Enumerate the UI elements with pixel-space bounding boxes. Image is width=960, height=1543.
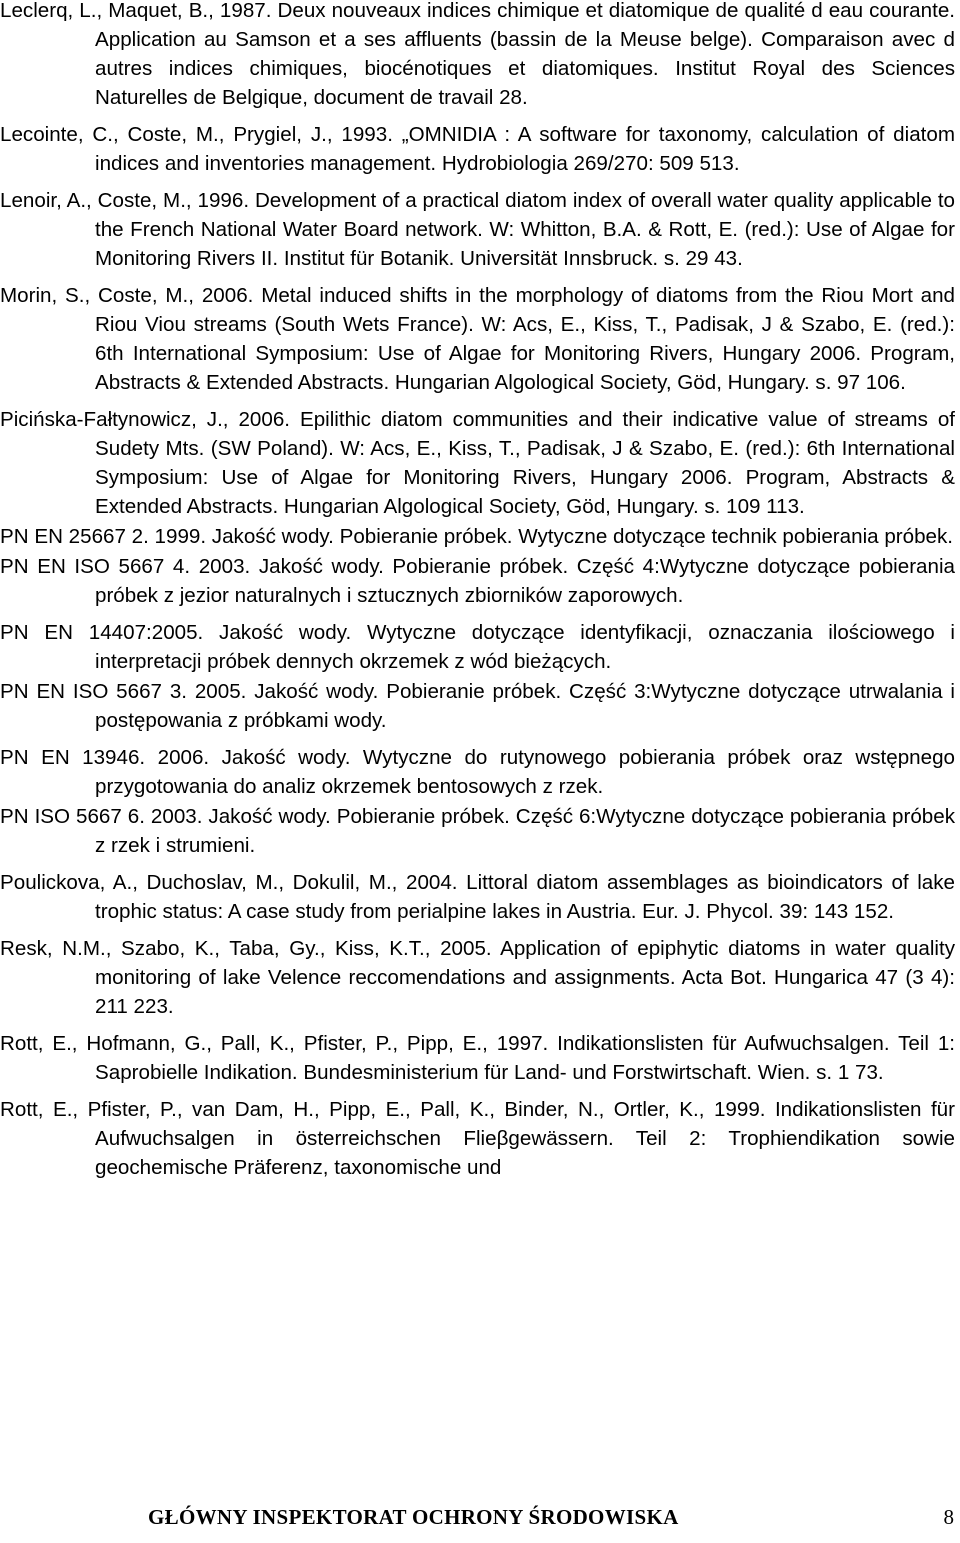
reference-morin-2006: Morin, S., Coste, M., 2006. Metal induced shifts in the morphology of diatoms from the Riou Mort and Riou Viou streams (South Wets France). W: Acs, E., Kiss, T., Padisak, J & Szabo, E. (red.): 6th International Symposium: Use of Algae for Monitoring Rivers, Hungary 2006. Program, Abstracts & Extended Abstracts. Hungarian Algological Society, Göd, Hungary. s. 97 106.	[0, 284, 955, 394]
reference-picinska-2006: Picińska-Fałtynowicz, J., 2006. Epilithic diatom communities and their indicative value of streams of Sudety Mts. (SW Poland). W: Acs, E., Kiss, T., Padisak, J & Szabo, E. (red.): 6th International Symposium: Use of Algae for Monitoring Rivers, Hungary 2006. Program, Abstracts & Extended Abstracts. Hungarian Algological Society, Göd, Hungary. s. 109 113.	[0, 408, 955, 518]
reference-leclerq-1987: Leclerq, L., Maquet, B., 1987. Deux nouveaux indices chimique et diatomique de qualité d eau courante. Application au Samson et a ses affluents (bassin de la Meuse belge). Comparaison avec d autres indices chimiques, biocénotiques et diatomiques. Institut Royal des Sciences Naturelles de Belgique, document de travail 28.	[0, 0, 955, 109]
page-number: 8	[943, 1505, 954, 1529]
reference-rott-1997: Rott, E., Hofmann, G., Pall, K., Pfister, P., Pipp, E., 1997. Indikationslisten für Aufwuchsalgen. Teil 1: Saprobielle Indikation. Bundesministerium für Land- und Forstwirtschaft. Wien. s. 1 73.	[0, 1032, 955, 1084]
page-footer	[148, 1505, 954, 1535]
reference-lenoir-1996: Lenoir, A., Coste, M., 1996. Development of a practical diatom index of overall water quality applicable to the French National Water Board network. W: Whitton, B.A. & Rott, E. (red.): Use of Algae for Monitoring Rivers II. Institut für Botanik. Universität Innsbruck. s. 29 43.	[0, 189, 955, 270]
reference-rott-1999: Rott, E., Pfister, P., van Dam, H., Pipp, E., Pall, K., Binder, N., Ortler, K., 1999. Indikationslisten für Aufwuchsalgen in österreichschen Flieβgewässern. Teil 2: Trophiendikation sowie geochemische Präferenz, taxonomische und	[0, 1098, 955, 1179]
reference-resk-2005: Resk, N.M., Szabo, K., Taba, Gy., Kiss, K.T., 2005. Application of epiphytic diatoms in water quality monitoring of lake Velence reccomendations and assignments. Acta Bot. Hungarica 47 (3 4): 211 223.	[0, 937, 955, 1018]
reference-pn-iso-5667-6: PN ISO 5667 6. 2003. Jakość wody. Pobieranie próbek. Część 6:Wytyczne dotyczące pobierania próbek z rzek i strumieni.	[0, 805, 955, 857]
reference-pn-en-13946: PN EN 13946. 2006. Jakość wody. Wytyczne do rutynowego pobierania próbek oraz wstępnego przygotowania do analiz okrzemek bentosowych z rzek.	[0, 746, 955, 798]
reference-pn-en-25667-2: PN EN 25667 2. 1999. Jakość wody. Pobieranie próbek. Wytyczne dotyczące technik pobierania próbek.	[0, 525, 954, 548]
reference-pn-en-14407: PN EN 14407:2005. Jakość wody. Wytyczne dotyczące identyfikacji, oznaczania ilościowego i interpretacji próbek dennych okrzemek z wód bieżących.	[0, 621, 955, 673]
reference-pn-en-iso-5667-3: PN EN ISO 5667 3. 2005. Jakość wody. Pobieranie próbek. Część 3:Wytyczne dotyczące utrwalania i postępowania z próbkami wody.	[0, 680, 955, 732]
reference-pn-en-iso-5667-4: PN EN ISO 5667 4. 2003. Jakość wody. Pobieranie próbek. Część 4:Wytyczne dotyczące pobierania próbek z jezior naturalnych i sztucznych zbiorników zaporowych.	[0, 555, 955, 607]
footer-organization: GŁÓWNY INSPEKTORAT OCHRONY ŚRODOWISKA	[148, 1505, 679, 1529]
reference-lecointe-1993: Lecointe, C., Coste, M., Prygiel, J., 1993. „OMNIDIA : A software for taxonomy, calculation of diatom indices and inventories management. Hydrobiologia 269/270: 509 513.	[0, 123, 955, 175]
reference-poulickova-2004: Poulickova, A., Duchoslav, M., Dokulil, M., 2004. Littoral diatom assemblages as bioindicators of lake trophic status: A case study from perialpine lakes in Austria. Eur. J. Phycol. 39: 143 152.	[0, 871, 955, 923]
